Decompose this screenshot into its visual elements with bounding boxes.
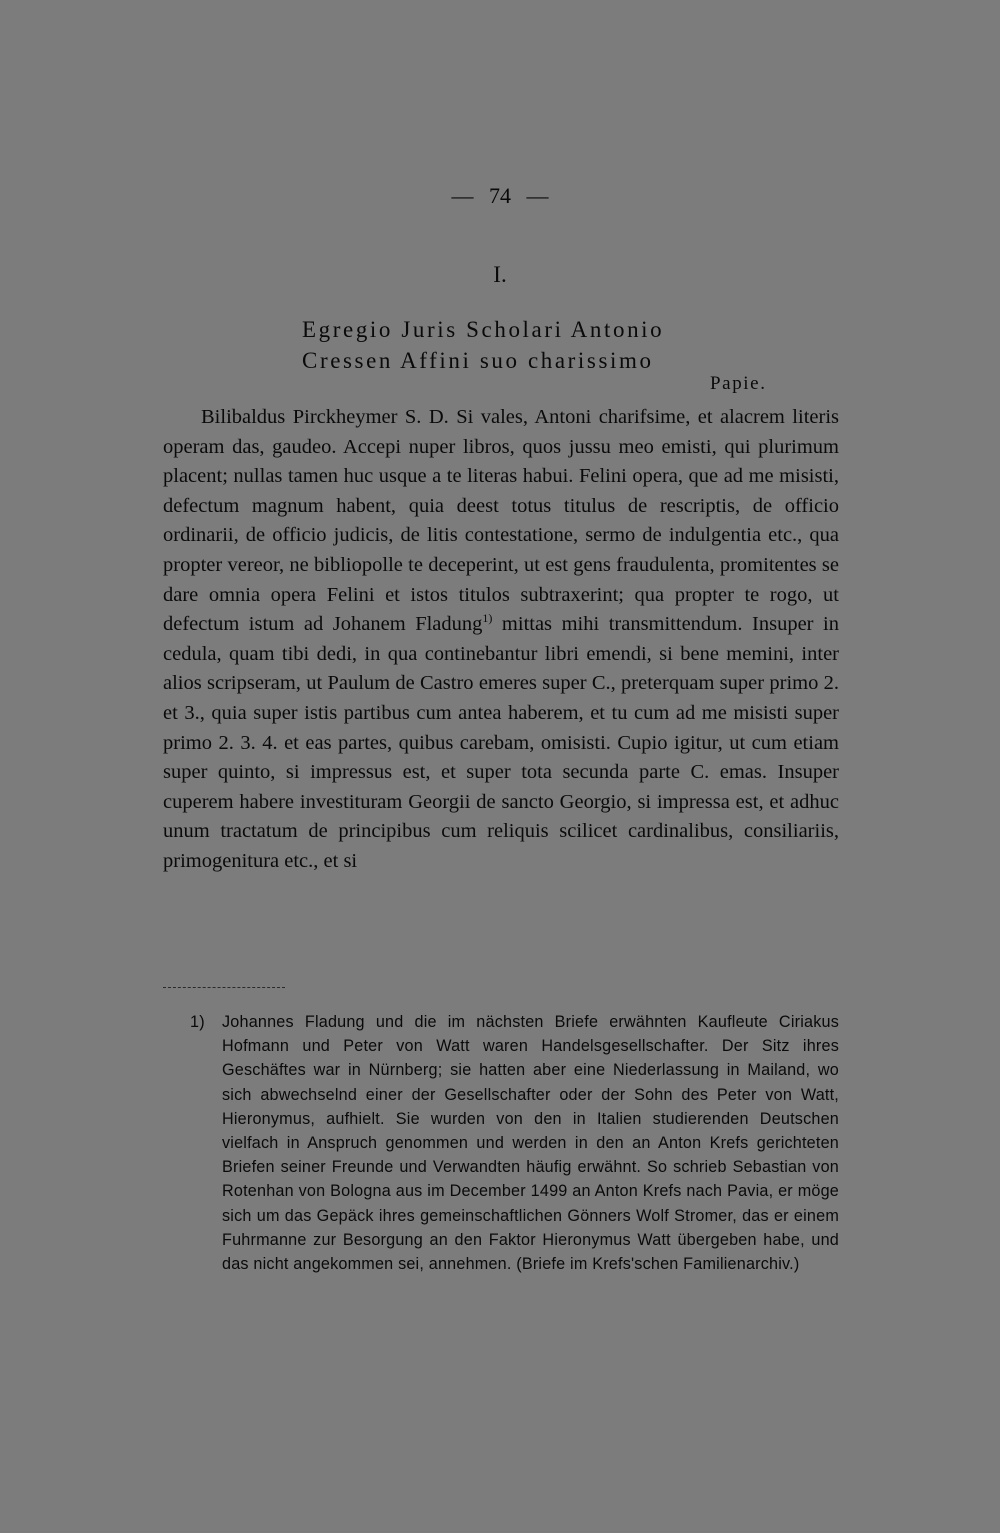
footnote [190, 1010, 839, 1276]
letter-body [163, 403, 839, 877]
address-block [302, 314, 664, 376]
letter-text-part-2: mittas mihi transmittendum. Insuper in cedula, quam tibi dedi, in qua continebantur libri emendi, si bene memini, inter alios scripseram, ut Paulum de Castro emeres super C., preterquam super primo 2. et 3., quia super istis partibus cum antea haberem, et tu cum ad me misisti super primo 2. 3. 4. et eas partes, quibus carebam, omisisti. Cupio igitur, ut cum etiam super quinto, si impressus est, et super tota secunda parte C. emas. Insuper cuperem habere investituram Georgii de sancto Georgio, si impressa est, et adhuc unum tractatum de principibus cum reliquis scilicet cardinalibus, consiliariis, primogenitura etc., et si [163, 613, 839, 872]
letter-number: I. [493, 262, 507, 287]
letter-paragraph [163, 403, 839, 877]
footnote-reference: 1) [482, 611, 493, 626]
page-number: — 74 — [451, 183, 549, 208]
letter-text-part-1: Bilibaldus Pirckheymer S. D. Si vales, Antoni charifsime, et alacrem literis operam das, gaudeo. Accepi nuper libros, quos jussu meo emisti, qui plurimum placent; nullas tamen huc usque a te literas habui. Felini opera, que ad me misisti, defectum magnum habent, quia deest totus titulus de rescriptis, de officio ordinarii, de officio judicis, de litis contestatione, sermo de indulgentia etc., qua propter vereor, ne bibliopolle te deceperint, ut est gens fraudulenta, promitentes se dare omnia opera Felini et istos titulos subtraxerint; qua propter te rogo, ut defectum istum ad Johanem Fladung [163, 406, 839, 636]
footnote-text: Johannes Fladung und die im nächsten Briefe erwähnten Kaufleute Ciriakus Hofmann und Peter von Watt waren Handelsgesellschafter. Der Sitz ihres Geschäftes war in Nürnberg; sie hatten aber eine Niederlassung in Mailand, wo sich abwechselnd einer der Gesellschafter oder der Sohn des Peter von Watt, Hieronymus, aufhielt. Sie wurden von den in Italien studierenden Deutschen vielfach in Anspruch genommen und werden in den an Anton Krefs gerichteten Briefen seiner Freunde und Verwandten häufig erwähnt. So schrieb Sebastian von Rotenhan von Bologna aus im December 1499 an Anton Krefs nach Pavia, er möge sich um das Gepäck ihres gemeinschaftlichen Gönners Wolf Stromer, das er einem Fuhrmanne zur Besorgung an den Faktor Hieronymus Watt übergeben habe, und das nicht angekommen sei, annehmen. (Briefe im Krefs'schen Familienarchiv.) [222, 1013, 839, 1274]
footnote-divider [163, 987, 285, 988]
address-line-1: Egregio Juris Scholari Antonio [302, 317, 665, 342]
address-line-2: Cressen Affini suo charissimo [302, 348, 654, 373]
place-line: Papie. [710, 373, 767, 394]
footnote-mark: 1) [190, 1013, 205, 1031]
footnote-paragraph [190, 1010, 839, 1276]
